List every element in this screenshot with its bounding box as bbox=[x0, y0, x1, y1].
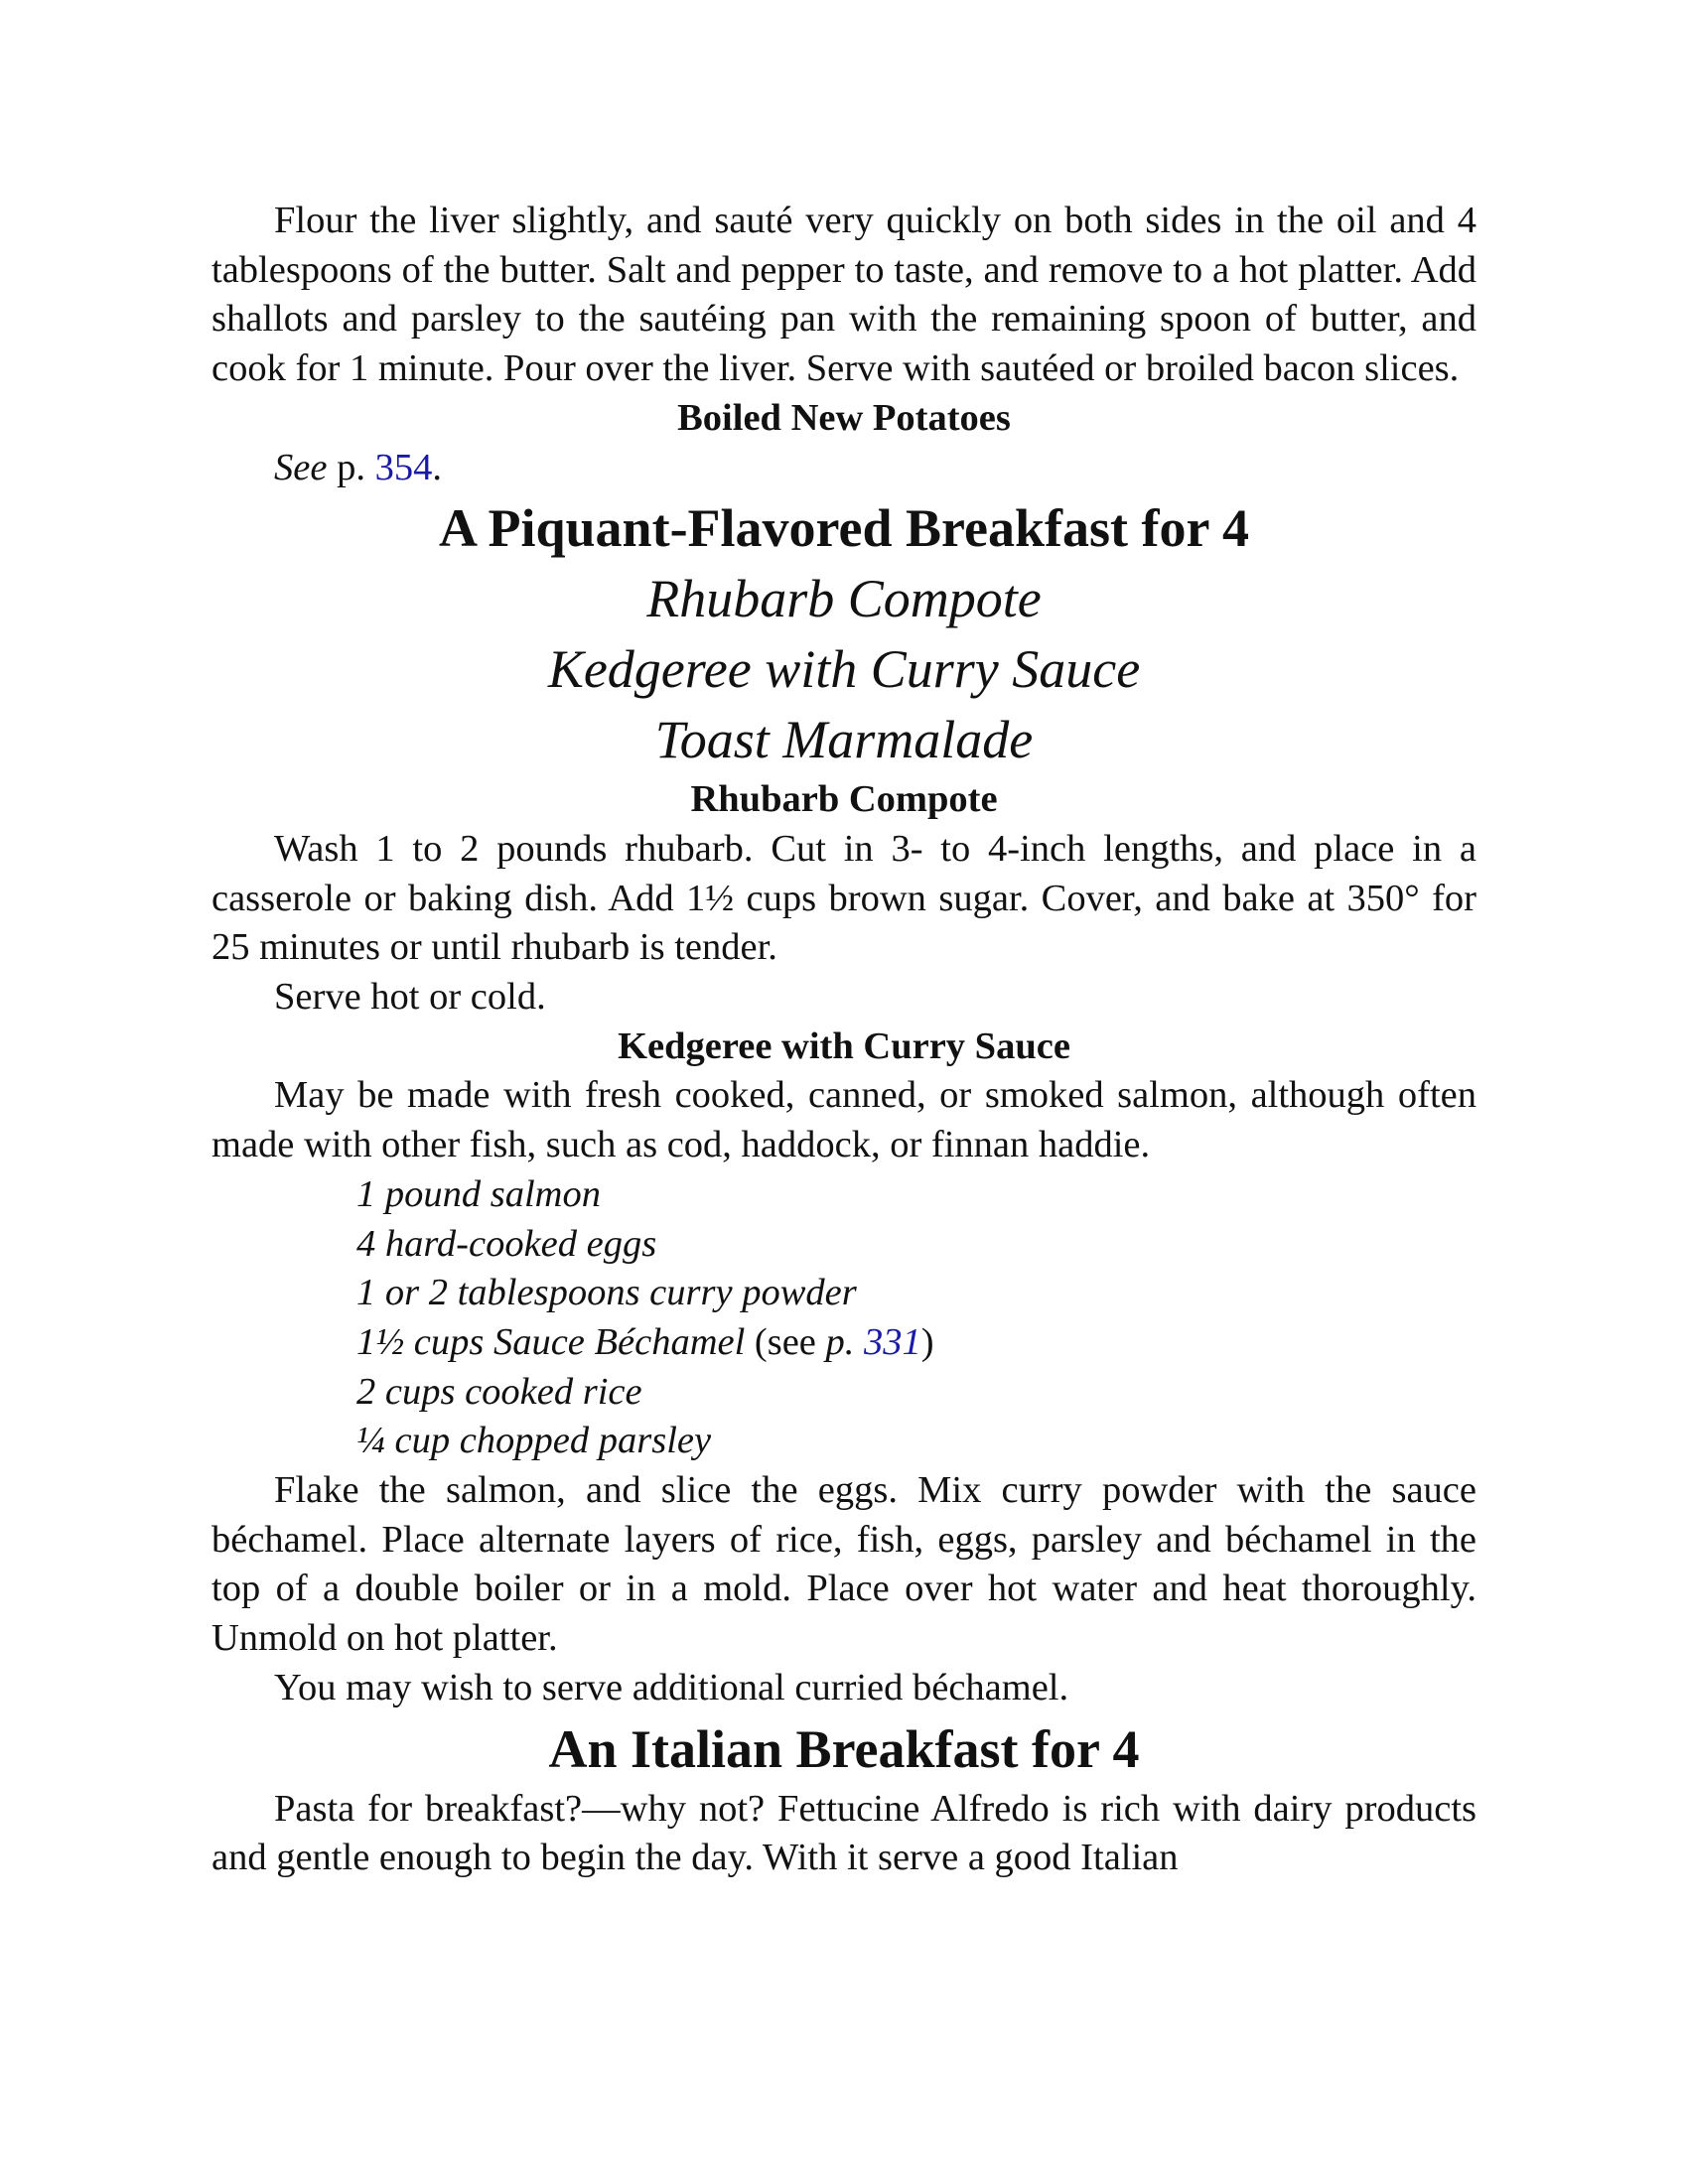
page-word: p. bbox=[337, 446, 365, 488]
see-word: See bbox=[274, 446, 328, 488]
menu-item-toast-marmalade: Toast Marmalade bbox=[654, 710, 1034, 770]
kedgeree-ingredient-list bbox=[211, 1170, 1477, 1466]
page-354-link[interactable]: 354 bbox=[374, 446, 433, 488]
kedgeree-intro-paragraph: May be made with fresh cooked, canned, or smoked salmon, although often made with other fish, such as cod, haddock, or finnan haddie. bbox=[211, 1074, 1477, 1166]
menu-item-kedgeree: Kedgeree with Curry Sauce bbox=[547, 639, 1141, 700]
boiled-potatoes-heading: Boiled New Potatoes bbox=[677, 396, 1011, 439]
reference-period: . bbox=[432, 446, 442, 488]
ingredient-item: 4 hard-cooked eggs bbox=[356, 1222, 657, 1265]
ingredient-item: 2 cups cooked rice bbox=[356, 1370, 642, 1413]
ingredient-item: 1 pound salmon bbox=[356, 1172, 601, 1215]
italian-intro-paragraph: Pasta for breakfast?—why not? Fettucine Alfredo is rich with dairy products and gentle enough to begin the day. With it serve a good Italian bbox=[211, 1787, 1477, 1879]
rhubarb-serving-paragraph: Serve hot or cold. bbox=[274, 976, 546, 1019]
page-331-link[interactable]: 331 bbox=[864, 1320, 921, 1363]
see-reference-open: (see bbox=[745, 1320, 826, 1363]
see-reference-close: ) bbox=[920, 1320, 934, 1363]
menu-item-rhubarb-compote: Rhubarb Compote bbox=[646, 569, 1042, 629]
document-body bbox=[211, 197, 1477, 1883]
kedgeree-instructions-paragraph: Flake the salmon, and slice the eggs. Mix curry powder with the sauce béchamel. Place alternate layers of rice, fish, eggs, parsley and béchamel in the top of a double boiler or in a mold. Place over hot water and heat thoroughly. Unmold on hot platter. bbox=[211, 1469, 1477, 1660]
liver-instructions-paragraph: Flour the liver slightly, and sauté very quickly on both sides in the oil and 4 tablespoons of the butter. Salt and pepper to taste, and remove to a hot platter. Add shallots and parsley to the sautéing pan with the remaining spoon of butter, and cook for 1 minute. Pour over the liver. Serve with sautéed or broiled bacon slices. bbox=[211, 200, 1477, 390]
ingredient-item: ¼ cup chopped parsley bbox=[356, 1420, 712, 1462]
boiled-potatoes-reference bbox=[211, 444, 1477, 493]
ingredient-item-bechamel bbox=[356, 1318, 1477, 1368]
ingredient-bechamel-text: 1½ cups Sauce Béchamel bbox=[356, 1320, 746, 1363]
piquant-breakfast-heading: A Piquant-Flavored Breakfast for 4 bbox=[438, 498, 1249, 559]
kedgeree-serving-paragraph: You may wish to serve additional curried béchamel. bbox=[274, 1666, 1069, 1708]
page-word: p. bbox=[825, 1320, 865, 1363]
kedgeree-heading: Kedgeree with Curry Sauce bbox=[618, 1024, 1070, 1067]
rhubarb-instructions-paragraph: Wash 1 to 2 pounds rhubarb. Cut in 3- to 4-inch lengths, and place in a casserole or baking dish. Add 1½ cups brown sugar. Cover, and bake at 350° for 25 minutes or until rhubarb is tender. bbox=[211, 827, 1477, 969]
italian-breakfast-heading: An Italian Breakfast for 4 bbox=[548, 1718, 1140, 1779]
rhubarb-compote-heading: Rhubarb Compote bbox=[690, 778, 998, 821]
ingredient-item: 1 or 2 tablespoons curry powder bbox=[356, 1272, 857, 1314]
